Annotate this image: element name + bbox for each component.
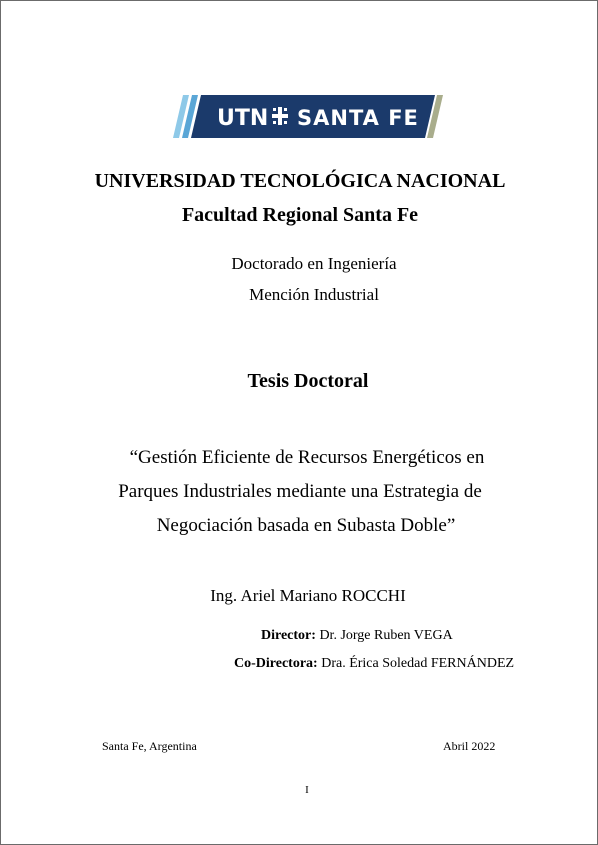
footer-place: Santa Fe, Argentina xyxy=(102,739,197,753)
director-label: Director: xyxy=(261,628,316,643)
thesis-title-line-2: Parques Industriales mediante una Estrategia de xyxy=(118,481,482,502)
faculty-name: Facultad Regional Santa Fe xyxy=(181,204,419,226)
codirector-line xyxy=(234,655,514,673)
program-mention: Mención Industrial xyxy=(249,285,379,304)
director-line xyxy=(261,627,453,645)
codirector-label: Co-Directora: xyxy=(234,656,318,671)
footer-date: Abril 2022 xyxy=(443,739,496,753)
thesis-type: Tesis Doctoral xyxy=(247,370,369,392)
logo-text-utn: UTN xyxy=(217,106,269,131)
utn-santa-fe-logo xyxy=(173,95,443,138)
university-name: UNIVERSIDAD TECNOLÓGICA NACIONAL xyxy=(94,170,506,192)
program-degree: Doctorado en Ingeniería xyxy=(231,254,397,273)
thesis-title xyxy=(1,441,598,543)
utn-emblem-icon xyxy=(272,107,288,125)
logo-text-santa-fe: SANTA FE xyxy=(297,106,419,130)
thesis-title-line-1: “Gestión Eficiente de Recursos Energéticos en xyxy=(129,447,485,468)
codirector-name: Dra. Érica Soledad FERNÁNDEZ xyxy=(317,656,515,671)
page-number: I xyxy=(305,784,309,796)
author-name: Ing. Ariel Mariano ROCCHI xyxy=(210,586,406,605)
director-name: Dr. Jorge Ruben VEGA xyxy=(315,628,453,643)
thesis-title-line-3: Negociación basada en Subasta Doble” xyxy=(156,515,456,536)
